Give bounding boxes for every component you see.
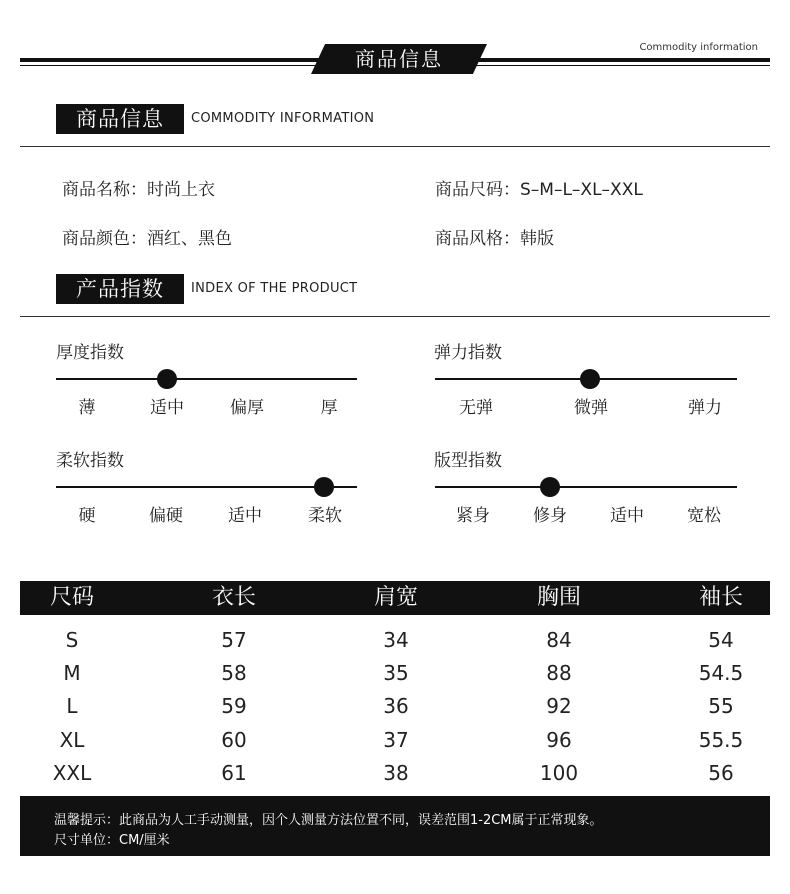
elasticity-label: 弹力 [688, 398, 722, 418]
thickness-label: 薄 [78, 398, 96, 418]
info-section-rule [20, 146, 770, 147]
thickness-label: 厚 [320, 398, 338, 418]
info-section-title: 商品信息 [56, 104, 184, 134]
size-table-cell: 56 [708, 761, 734, 785]
elasticity-index-marker [580, 369, 600, 389]
product-style: 商品风格：韩版 [435, 229, 554, 249]
size-table-cell: XXL [52, 761, 92, 785]
thickness-index-marker [157, 369, 177, 389]
measurement-note: 温馨提示：此商品为人工手动测量，因个人测量方法位置不同，误差范围1-2CM属于正常现象。 [54, 813, 603, 828]
size-table-cell: 34 [383, 628, 409, 652]
elasticity-index-title: 弹力指数 [434, 343, 502, 363]
size-table-cell: 92 [546, 694, 572, 718]
size-table-cell: XL [59, 728, 85, 752]
size-table-header-cell: 肩宽 [373, 585, 418, 610]
size-table-cell: 60 [221, 728, 247, 752]
softness-label: 柔软 [308, 506, 342, 526]
size-table-cell: 54 [708, 628, 734, 652]
size-table-cell: 84 [546, 628, 572, 652]
size-table-cell: 57 [221, 628, 247, 652]
softness-index-marker [314, 477, 334, 497]
index-section-rule [20, 316, 770, 317]
elasticity-label: 无弹 [459, 398, 493, 418]
size-table-cell: S [65, 628, 79, 652]
banner-subtitle: Commodity information [639, 42, 758, 53]
size-table-header-cell: 衣长 [211, 585, 256, 610]
thickness-label: 偏厚 [230, 398, 264, 418]
index-section-subtitle: INDEX OF THE PRODUCT [191, 281, 358, 296]
softness-label: 硬 [78, 506, 96, 526]
product-sizes: 商品尺码：S–M–L–XL–XXL [435, 180, 643, 200]
unit-note: 尺寸单位：CM/厘米 [54, 833, 170, 848]
size-table-header-cell: 尺码 [49, 585, 94, 610]
banner-title: 商品信息 [355, 47, 443, 71]
fit-label: 紧身 [456, 506, 490, 526]
size-table-cell: 61 [221, 761, 247, 785]
fit-label: 适中 [610, 506, 644, 526]
info-section-subtitle: COMMODITY INFORMATION [191, 111, 375, 126]
size-table-header-cell: 袖长 [698, 585, 743, 610]
thickness-label: 适中 [150, 398, 184, 418]
softness-index-track [56, 486, 357, 488]
fit-label: 宽松 [687, 506, 721, 526]
softness-label: 偏硬 [149, 506, 183, 526]
size-table-cell: 36 [383, 694, 409, 718]
size-table-cell: 100 [539, 761, 579, 785]
size-table-cell: 58 [221, 661, 247, 685]
size-table-cell: 55 [708, 694, 734, 718]
fit-index-marker [540, 477, 560, 497]
index-section-title: 产品指数 [56, 274, 184, 304]
size-table-cell: 96 [546, 728, 572, 752]
size-table-cell: 59 [221, 694, 247, 718]
thickness-index-title: 厚度指数 [56, 343, 124, 363]
fit-index-title: 版型指数 [434, 451, 502, 471]
elasticity-label: 微弹 [574, 398, 608, 418]
size-table-cell: L [66, 694, 78, 718]
size-table-cell: 38 [383, 761, 409, 785]
thickness-index-track [56, 378, 357, 380]
size-table-cell: 54.5 [698, 661, 744, 685]
fit-label: 修身 [533, 506, 567, 526]
size-table-header-cell: 胸围 [536, 585, 581, 610]
softness-label: 适中 [228, 506, 262, 526]
size-table-cell: 88 [546, 661, 572, 685]
size-table-cell: 37 [383, 728, 409, 752]
size-table-cell: 55.5 [698, 728, 744, 752]
fit-index-track [435, 486, 737, 488]
product-colors: 商品颜色：酒红、黑色 [62, 229, 232, 249]
size-table-cell: 35 [383, 661, 409, 685]
product-name: 商品名称：时尚上衣 [62, 180, 215, 200]
softness-index-title: 柔软指数 [56, 451, 124, 471]
size-table-cell: M [63, 661, 81, 685]
